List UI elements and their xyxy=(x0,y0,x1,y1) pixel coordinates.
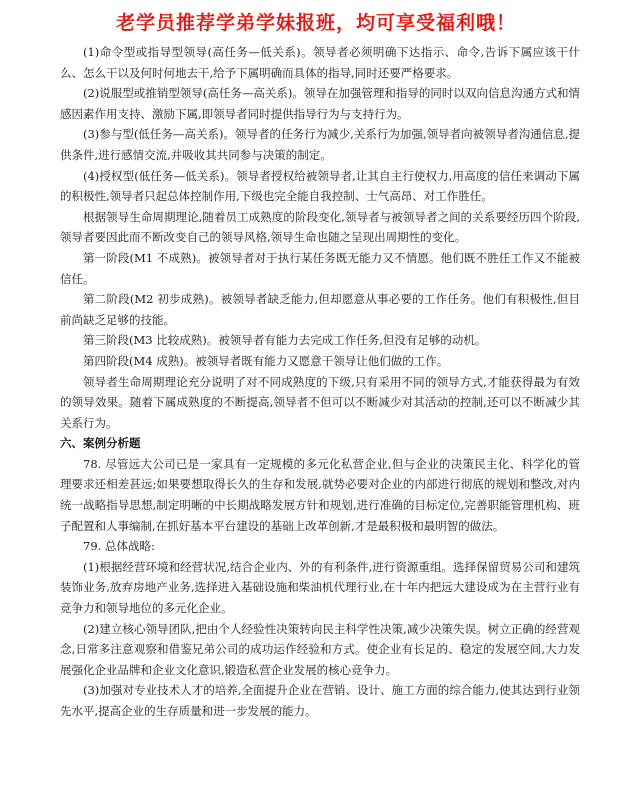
case-paragraph: (1)根据经营环境和经营状况,结合企业内、外的有利条件,进行资源重组。选择保留贸易公司和建筑装饰业务,放弃房地产业务,选择进入基础设施和柴油机代理行业,在十年内把远大建设成为在主营行业有竞争力和领导地位的多元化企业。 xyxy=(60,559,580,616)
paragraph: (3)参与型(低任务—高关系)。领导者的任务行为减少,关系行为加强,领导者向被领导者沟通信息,提供条件,进行感情交流,并吸收其共同参与决策的制定。 xyxy=(60,127,580,162)
paragraph: (2)说服型或推销型领导(高任务—高关系)。领导在加强管理和指导的同时以双向信息沟通方式和情感因素作用支持、激励下属,即领导者同时提供指导行为与支持行为。 xyxy=(60,86,580,121)
document-body xyxy=(60,42,580,722)
case-paragraph: (2)建立核心领导团队,把由个人经验性决策转向民主科学性决策,减少决策失误。树立正确的经营观念,日常多注意观察和借鉴兄弟公司的成功运作经验和方式。使企业有长足的、稳定的发展空间,大力发展强化企业品牌和企业文化意识,锻造私营企业发展的核心竞争力。 xyxy=(60,621,580,677)
paragraph: 第一阶段(M1 不成熟)。被领导者对于执行某任务既无能力又不情愿。他们既不胜任工作又不能被信任。 xyxy=(60,250,580,286)
paragraph: (1)命令型或指导型领导(高任务—低关系)。领导者必须明确下达指示、命令,告诉下属应该干什么、怎么干以及何时何地去干,给予下属明确而具体的指导,同时还要严格要求。 xyxy=(60,45,580,80)
paragraph: (4)授权型(低任务—低关系)。领导者授权给被领导者,让其自主行使权力,用高度的信任来调动下属的积极性,领导者只起总体控制作用,下级也完全能自我控制、士气高昂、对工作胜任。 xyxy=(60,168,580,204)
paragraph: 领导者生命周期理论充分说明了对不同成熟度的下级,只有采用不同的领导方式,才能获得最为有效的领导效果。随着下属成熟度的不断提高,领导者不但可以不断减少对其活动的控制,还可以不断减少其关系行为。 xyxy=(60,374,580,430)
paragraph: 第三阶段(M3 比较成熟)。被领导者有能力去完成工作任务,但没有足够的动机。 xyxy=(83,333,487,348)
case-paragraph: 78. 尽管远大公司已是一家具有一定规模的多元化私营企业,但与企业的决策民主化、科学化的管理要求还相差甚远;如果要想取得长久的生存和发展,就势必要对企业的内部进行彻底的规划和整改,对内统一战略指导思想,制定明晰的中长期战略发展方针和规划,进行准确的目标定位,完善职能管理机构、班子配置和人事编制,在抓好基本平台建设的基础上改革创新,才是最积极和最明智的做法。 xyxy=(60,456,580,533)
section-heading: 六、案例分析题 xyxy=(60,436,141,451)
case-paragraph: 79. 总体战略: xyxy=(83,539,155,554)
paragraph: 第二阶段(M2 初步成熟)。被领导者缺乏能力,但却愿意从事必要的工作任务。他们有积极性,但目前尚缺乏足够的技能。 xyxy=(60,292,580,327)
case-paragraph: (3)加强对专业技术人才的培养,全面提升企业在营销、设计、施工方面的综合能力,使其达到行业领先水平,提高企业的生存质量和进一步发展的能力。 xyxy=(60,683,580,718)
paragraph: 根据领导生命周期理论,随着员工成熟度的阶段变化,领导者与被领导者之间的关系要经历四个阶段,领导者要因此而不断改变自己的领导风格,领导生命也随之呈现出周期性的变化。 xyxy=(60,209,580,245)
paragraph: 第四阶段(M4 成熟)。被领导者既有能力又愿意干领导让他们做的工作。 xyxy=(83,353,449,368)
promo-banner: 老学员推荐学弟学妹报班，均可享受福利哦！ xyxy=(115,12,516,34)
